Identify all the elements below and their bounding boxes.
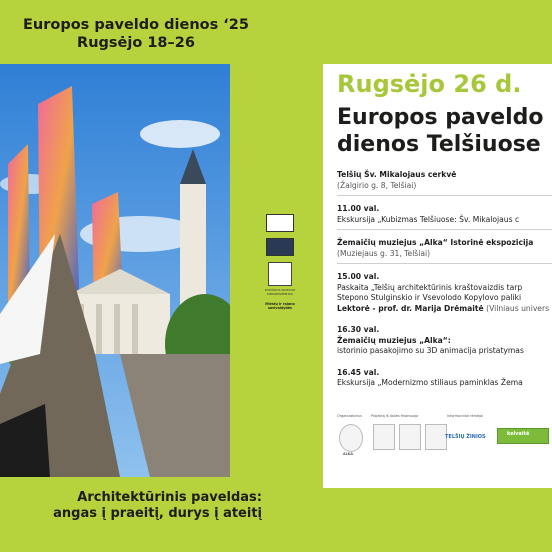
event-lecture-line1: Paskaita „Telšių architektūrinis kraštovaizdis tarp [337, 282, 523, 292]
theme-title-line1: Architektūrinis paveldas: [77, 490, 262, 505]
funder-logo-2 [399, 424, 421, 450]
divider [337, 229, 552, 230]
partners-footer [337, 414, 552, 484]
festival-title [0, 16, 272, 52]
funder-logo-3 [425, 424, 447, 450]
time-1645: 16.45 val. [337, 367, 380, 377]
venue1-name: Telšių Šv. Mikalojaus cerkvė [337, 170, 457, 179]
divider [337, 263, 552, 264]
venue2-name: Žemaičių muziejus „Alka“ Istorinė ekspozicija [337, 238, 534, 247]
time-1630: 16.30 val. [337, 325, 380, 334]
theme-title [0, 490, 262, 522]
event-3d-line2: istorinio pasakojimo su 3D animacija pristatymas [337, 346, 524, 355]
kelvaite-logo-text: kelvaitė [507, 431, 530, 437]
funder-label: Projektą iš dalies finansuoja [371, 414, 419, 418]
festival-title-line1: Europos paveldo dienos ‘25 [22, 17, 249, 33]
event-lecturer: Lektorė - prof. dr. Marija Drėmaitė (Vilniaus univers [337, 303, 550, 313]
event-headline [337, 104, 544, 158]
event-3d-line1: Žemaičių muziejus „Alka“: [337, 335, 451, 345]
time-1500: 15.00 val. [337, 272, 380, 281]
event-date: Rugsėjo 26 d. [337, 70, 522, 98]
festival-dates: Rugsėjo 18–26 [77, 35, 195, 51]
european-union-logo [266, 238, 294, 256]
heritage-department-caption: KULTŪROS PAVELDO DEPARTAMENTAS [264, 288, 296, 296]
schedule-panel [323, 64, 552, 488]
event-lecture-line2: Stepono Stulginskio ir Vsevolodo Kopylovo paliki [337, 293, 522, 302]
venue1-address: (Žalgirio g. 8, Telšiai) [337, 180, 417, 190]
heritage-department-logo [268, 262, 292, 286]
cathedral-collage-image [0, 64, 230, 477]
time-1100: 11.00 val. [337, 204, 380, 213]
council-of-europe-logo [266, 214, 294, 232]
event-modernism: Ekskursija „Modernizmo stiliaus paminklas Žema [337, 378, 523, 387]
cathedral-photo [0, 64, 230, 477]
info-sponsor-label: Informaciniai rėmėjai [447, 414, 483, 418]
sponsor-logos-column [258, 214, 302, 310]
funder-logo-1 [373, 424, 395, 450]
schedule-list [337, 170, 552, 389]
headline-line1: Europos paveldo [337, 105, 544, 130]
alka-logo-text: ALKA [343, 452, 354, 456]
organizer-label: Organizatorius [337, 414, 362, 418]
municipalities-caption: Miestų ir rajono savivaldybės [265, 302, 295, 310]
alka-museum-logo [339, 424, 363, 452]
headline-line2: dienos Telšiuose [337, 132, 541, 157]
venue2-address: (Muziejaus g. 31, Telšiai) [337, 248, 431, 258]
divider [337, 195, 552, 196]
event-kubizmas: Ekskursija „Kubizmas Telšiuose: Šv. Mikalojaus c [337, 214, 520, 224]
telsiu-zinios-logo: TELŠIŲ ŽINIOS [445, 434, 486, 440]
theme-title-line2: angas į praeitį, durys į ateitį [53, 506, 262, 521]
